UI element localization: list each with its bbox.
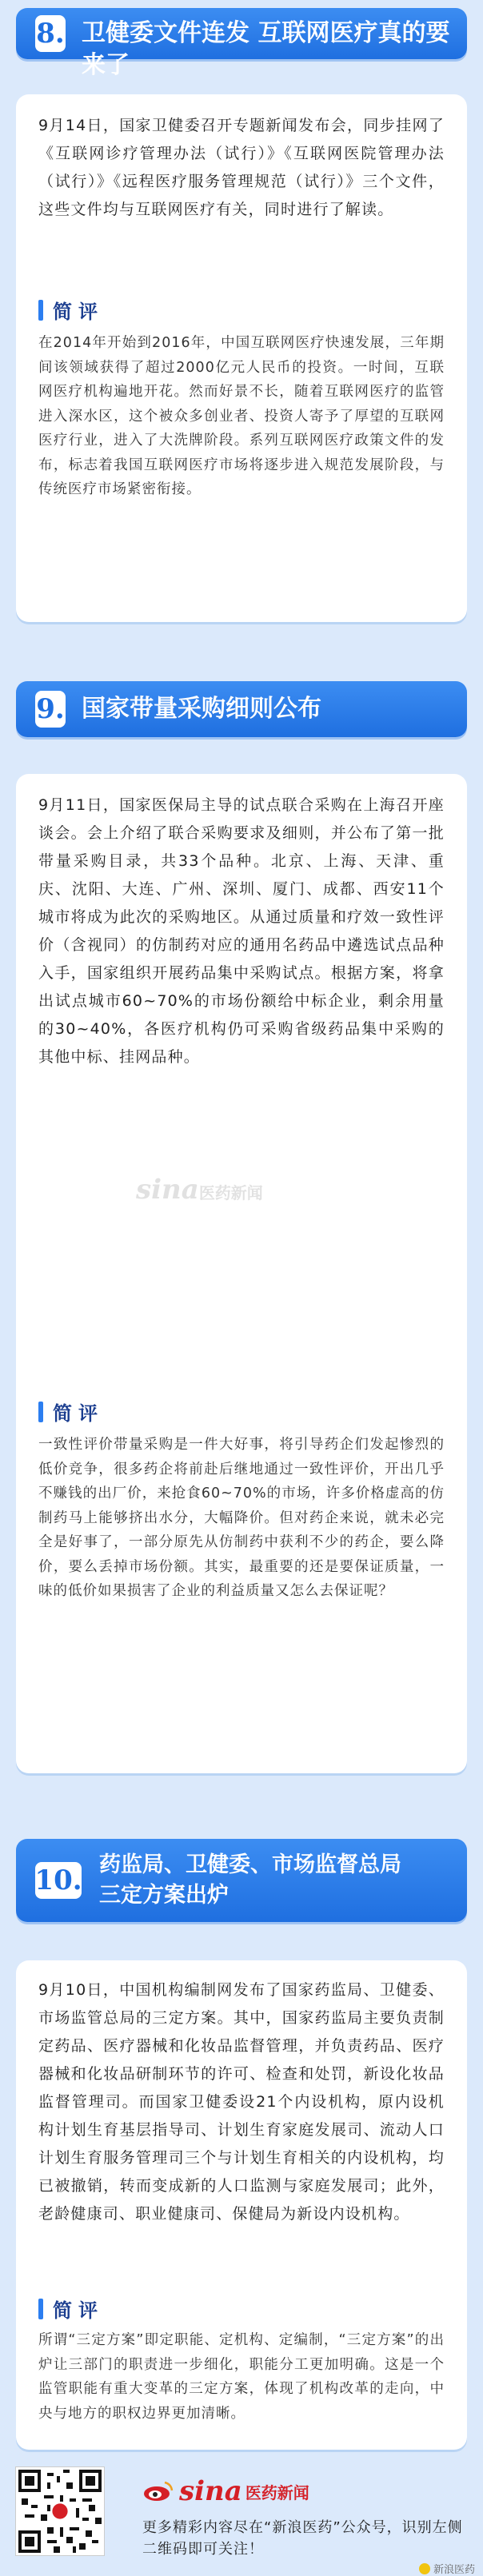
comment-label: 简评 [53, 1402, 104, 1425]
corner-watermark: 新浪医药 [419, 2561, 475, 2576]
section-8-card [16, 94, 467, 622]
comment-label: 简评 [53, 301, 104, 323]
section-9-paragraph: 9月11日，国家医保局主导的试点联合采购在上海召开座谈会。会上介绍了联合采购要求及细则，并公布了第一批带量采购目录，共33个品种。北京、上海、天津、重庆、沈阳、大连、广州、深圳、厦门、成都、西安11个城市将成为此次的采购地区。从通过质量和疗效一致性评价（含视同）的仿制药对应的通用名药品中遴选试点品种入手，国家组织开展药品集中采购试点。根据方案，将拿出试点城市60~70%的市场份额给中标企业，剩余用量的30~40%，各医疗机构仍可采购省级药品集中采购的其他中标、挂网品种。 [38, 796, 445, 1066]
section-10-comment: 所谓“三定方案”即定职能、定机构、定编制，“三定方案”的出炉让三部门的职责进一步细化，职能分工更加明确。这是一个监管职能有重大变革的三定方案，体现了机构改革的走向，中央与地方的职权边界更加清晰。 [38, 2332, 445, 2422]
section-9-comment: 一致性评价带量采购是一件大好事，将引导药企们发起惨烈的低价竞争，很多药企将前赴后继地通过一致性评价，开出几乎不赚钱的出厂价，来抢食60~70%的市场，许多价格虚高的仿制药马上能够挤出水分，大幅降价。但对药企来说，就未必完全是好事了，一部分原先从仿制药中获利不少的药企，要么降价，要么丢掉市场份额。其实，最重要的还是要保证质量，一味的低价如果损害了企业的利益质量又怎么去保证呢？ [38, 1437, 445, 1599]
section-10-title-line-1: 药监局、卫健委、市场监督总局 [99, 1852, 401, 1877]
section-10-title-line-2: 三定方案出炉 [99, 1883, 229, 1908]
section-10-comment-heading [38, 2295, 104, 2323]
section-9-title: 国家带量采购细则公布 [82, 695, 321, 723]
comment-label: 简评 [53, 2299, 104, 2322]
sina-brand-logo [142, 2475, 309, 2507]
section-10-number: 10. [35, 1862, 82, 1899]
qr-code-icon[interactable] [16, 2467, 104, 2555]
section-8-comment-heading [38, 296, 104, 324]
section-9-banner [16, 681, 467, 737]
comment-bar-icon [38, 2299, 43, 2319]
section-8-comment: 在2014年开始到2016年，中国互联网医疗快速发展，三年期间该领域获得了超过2000亿元人民币的投资。一时间，互联网医疗机构遍地开花。然而好景不长，随着互联网医疗的监管进入深水区，这个被众多创业者、投资人寄予了厚望的互联网医疗行业，进入了大洗牌阶段。系列互联网医疗政策文件的发布，标志着我国互联网医疗市场将逐步进入规范发展阶段，与传统医疗市场紧密衔接。 [38, 335, 445, 497]
sina-watermark: sina医药新闻 [136, 1174, 263, 1206]
section-9-number: 9. [35, 691, 66, 728]
brand-name: sina [179, 2475, 242, 2507]
comment-bar-icon [38, 1402, 43, 1422]
section-9-comment-heading [38, 1398, 104, 1426]
section-10-paragraph: 9月10日，中国机构编制网发布了国家药监局、卫健委、市场监管总局的三定方案。其中，国家药监局主要负责制定药品、医疗器械和化妆品监督管理，并负责药品、医疗器械和化妆品研制环节的许可、检查和处罚，新设化妆品监督管理司。而国家卫健委设21个内设机构，原内设机构计划生育基层指导司、计划生育家庭发展司、流动人口计划生育服务管理司三个与计划生育相关的内设机构，均已被撤销，转而变成新的人口监测与家庭发展司；此外，老龄健康司、职业健康司、保健局为新设内设机构。 [38, 1981, 445, 2223]
brand-sub: 医药新闻 [245, 2482, 309, 2502]
section-9-card [16, 774, 467, 1773]
footer-promo-text: 更多精彩内容尽在“新浪医药”公众号，识别左侧二维码即可关注！ [142, 2519, 463, 2558]
section-10-card [16, 1960, 467, 2450]
footer [0, 2461, 483, 2574]
sina-eye-icon [142, 2480, 174, 2502]
section-8-title: 卫健委文件连发 互联网医疗真的要来了 [82, 19, 450, 79]
section-10-banner [16, 1839, 467, 1922]
wechat-account-icon [419, 2563, 430, 2574]
section-8-banner [16, 8, 467, 79]
section-8-number: 8. [35, 15, 66, 52]
section-8-paragraph: 9月14日，国家卫健委召开专题新闻发布会，同步挂网了《互联网诊疗管理办法（试行）》《互联网医院管理办法（试行）》《远程医疗服务管理规范（试行）》三个文件，这些文件均与互联网医疗有关，同时进行了解读。 [38, 117, 445, 218]
comment-bar-icon [38, 300, 43, 321]
